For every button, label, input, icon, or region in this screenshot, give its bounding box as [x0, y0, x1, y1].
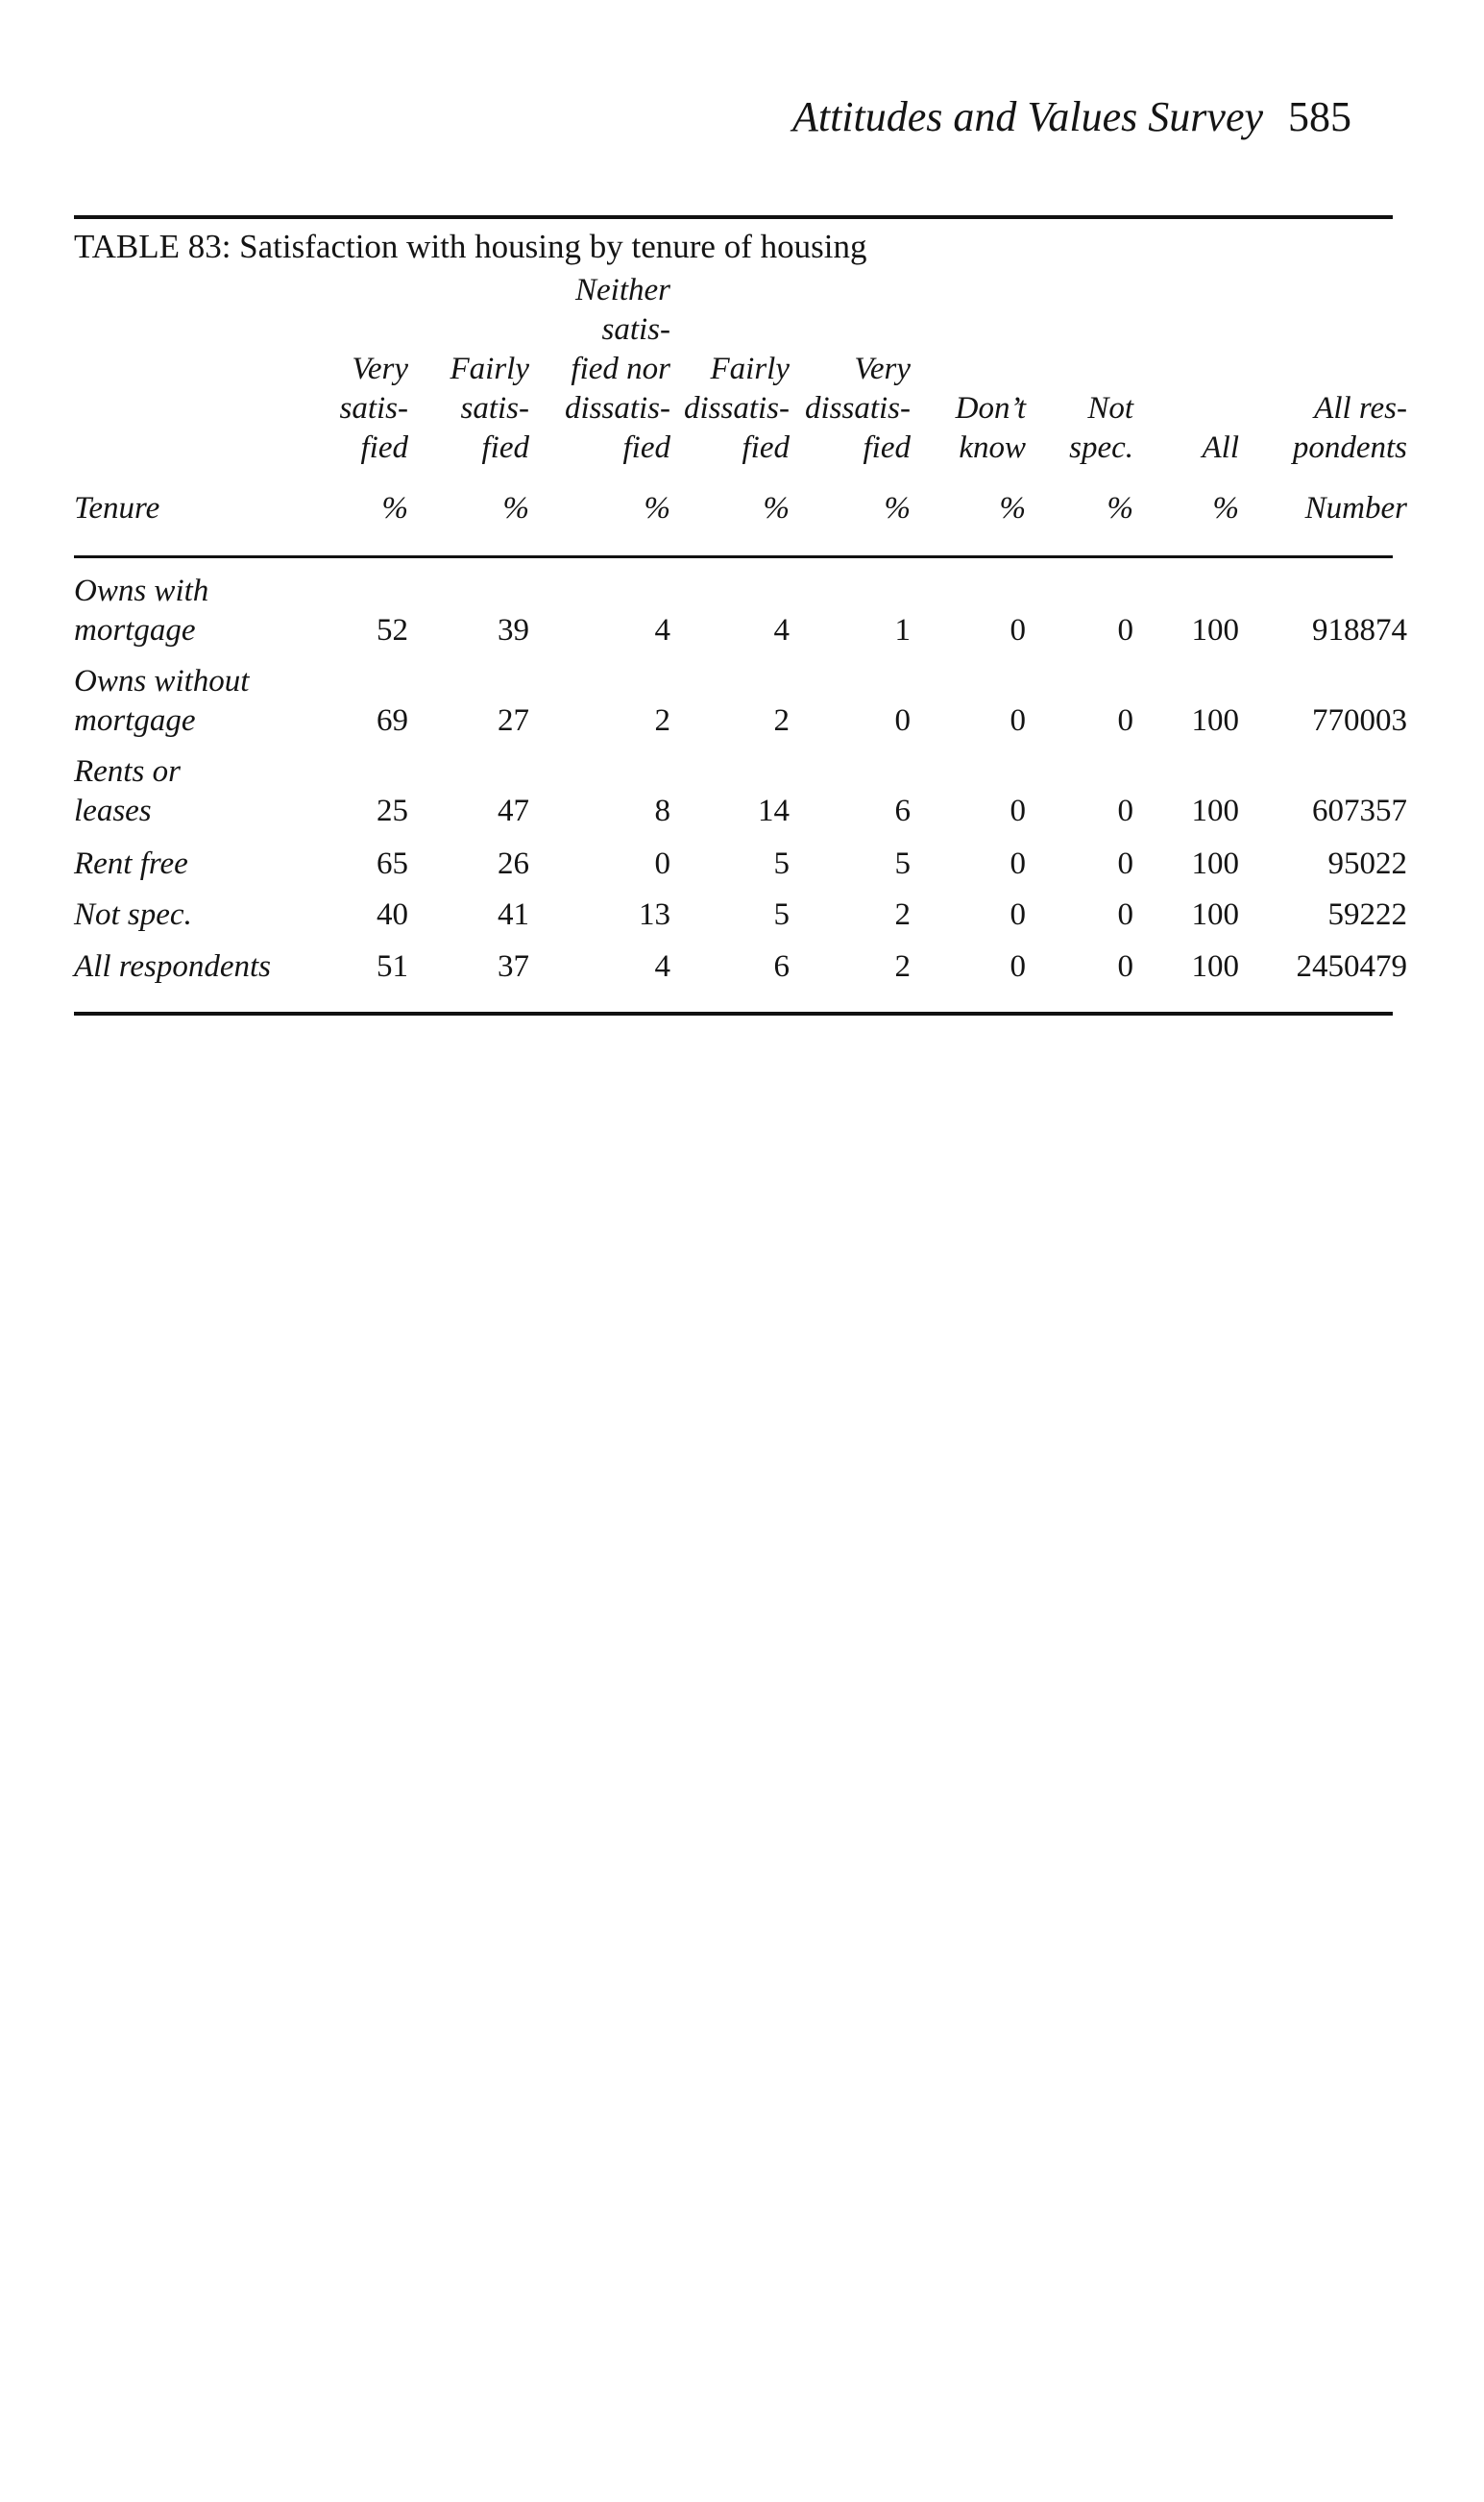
- column-unit: %: [1107, 491, 1133, 526]
- table-title: TABLE 83: Satisfaction with housing by tenure of housing: [74, 228, 867, 265]
- table-cell: 0: [1010, 949, 1026, 984]
- table-cell: 13: [639, 897, 670, 932]
- table-cell: 26: [498, 846, 529, 881]
- row-label: Rent free: [74, 846, 188, 881]
- table-cell: 0: [1010, 897, 1026, 932]
- table-cell: 40: [377, 897, 408, 932]
- table-cell: 69: [377, 703, 408, 738]
- table-cell: 0: [1010, 846, 1026, 881]
- table-cell: 59222: [1327, 897, 1407, 932]
- table-cell: 6: [773, 949, 790, 984]
- table-cell: 47: [498, 794, 529, 828]
- header-rule: [74, 555, 1393, 558]
- table-cell: 1: [894, 613, 911, 648]
- column-unit: %: [884, 491, 911, 526]
- column-unit: %: [502, 491, 529, 526]
- table-cell: 6: [894, 794, 911, 828]
- table-cell: 2450479: [1296, 949, 1407, 984]
- table-cell: 0: [654, 846, 670, 881]
- column-unit: %: [644, 491, 670, 526]
- stub-header: Tenure: [74, 491, 160, 526]
- column-unit: %: [1212, 491, 1239, 526]
- table-cell: 0: [1117, 846, 1133, 881]
- running-head: [792, 92, 1351, 141]
- table-cell: 4: [654, 613, 670, 648]
- table-cell: 5: [894, 846, 911, 881]
- table-cell: 4: [654, 949, 670, 984]
- table-cell: 100: [1191, 949, 1239, 984]
- column-unit: %: [999, 491, 1026, 526]
- table-cell: 0: [1117, 703, 1133, 738]
- table-cell: 39: [498, 613, 529, 648]
- table-cell: 2: [894, 949, 911, 984]
- column-header: All res- pondents: [1292, 391, 1407, 465]
- row-label: Not spec.: [74, 897, 192, 932]
- column-header: Very satis- fied: [339, 352, 408, 465]
- column-header: Fairly dissatis- fied: [683, 352, 790, 465]
- table-cell: 100: [1191, 703, 1239, 738]
- column-unit: Number: [1304, 491, 1407, 526]
- column-unit: %: [763, 491, 790, 526]
- table-cell: 52: [377, 613, 408, 648]
- table-cell: 2: [654, 703, 670, 738]
- table-cell: 0: [1117, 794, 1133, 828]
- table-cell: 51: [377, 949, 408, 984]
- table-cell: 65: [377, 846, 408, 881]
- table-bottom-rule: [74, 1012, 1393, 1016]
- table-cell: 0: [1117, 949, 1133, 984]
- table-cell: 0: [894, 703, 911, 738]
- column-header: Don’t know: [955, 391, 1026, 465]
- table-top-rule: [74, 215, 1393, 219]
- table-cell: 607357: [1312, 794, 1407, 828]
- table-cell: 0: [1010, 613, 1026, 648]
- table-cell: 2: [773, 703, 790, 738]
- table-cell: 5: [773, 846, 790, 881]
- table-cell: 37: [498, 949, 529, 984]
- table-cell: 770003: [1312, 703, 1407, 738]
- table-cell: 100: [1191, 794, 1239, 828]
- column-header: All: [1202, 430, 1239, 465]
- column-header: Fairly satis- fied: [450, 352, 529, 465]
- table-cell: 0: [1010, 794, 1026, 828]
- table-cell: 5: [773, 897, 790, 932]
- column-header: Very dissatis- fied: [804, 352, 911, 465]
- table-cell: 100: [1191, 613, 1239, 648]
- page-number: 585: [1288, 93, 1351, 140]
- column-header: Neither satis- fied nor dissatis- fied: [564, 273, 670, 465]
- table-cell: 0: [1010, 703, 1026, 738]
- table-cell: 100: [1191, 846, 1239, 881]
- table-cell: 14: [758, 794, 790, 828]
- column-unit: %: [381, 491, 408, 526]
- row-label: Owns with mortgage: [74, 574, 209, 648]
- row-label: All respondents: [74, 949, 272, 984]
- table-cell: 95022: [1327, 846, 1407, 881]
- table-cell: 27: [498, 703, 529, 738]
- table-cell: 4: [773, 613, 790, 648]
- table-cell: 0: [1117, 613, 1133, 648]
- column-header: Not spec.: [1069, 391, 1133, 465]
- table-cell: 41: [498, 897, 529, 932]
- table-cell: 25: [377, 794, 408, 828]
- row-label: Owns without mortgage: [74, 664, 250, 738]
- table-cell: 2: [894, 897, 911, 932]
- table-cell: 918874: [1312, 613, 1407, 648]
- row-label: Rents or leases: [74, 754, 181, 828]
- running-head-title: Attitudes and Values Survey: [791, 93, 1263, 140]
- table-cell: 100: [1191, 897, 1239, 932]
- table-cell: 0: [1117, 897, 1133, 932]
- table-cell: 8: [654, 794, 670, 828]
